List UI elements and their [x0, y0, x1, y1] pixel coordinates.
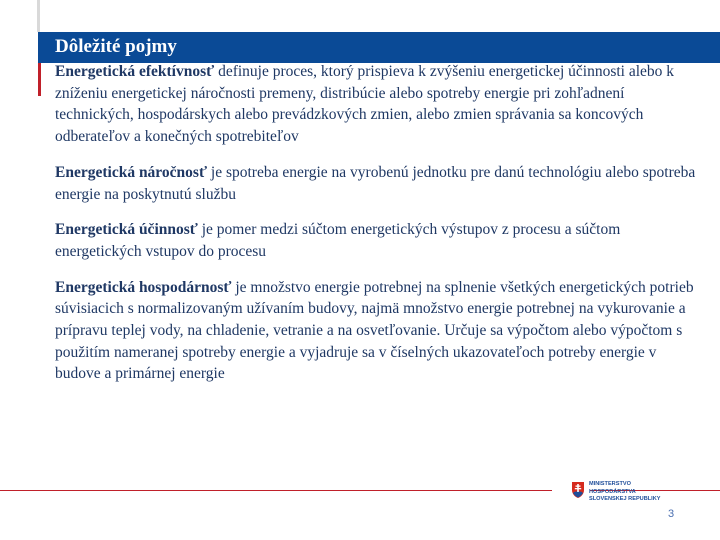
left-accent-gray: [37, 0, 40, 32]
paragraph: [55, 219, 705, 262]
term: Energetická hospodárnosť: [55, 278, 232, 296]
paragraph: [55, 61, 705, 148]
definition: definuje proces, ktorý prispieva k zvýšeniu energetickej účinnosti alebo k zníženiu energetickej náročnosti premeny, distribúcie alebo spotreby energie pri zohľadnení technických, hospodárskych alebo prevádzkových zmien, alebo zmien správania sa koncových odberateľov a konečných spotrebiteľov: [55, 63, 675, 146]
content: [55, 61, 705, 399]
page-number: 3: [668, 508, 675, 520]
paragraph: [55, 277, 705, 386]
footer-divider: [0, 490, 552, 491]
term: Energetická náročnosť: [55, 163, 208, 181]
coat-of-arms-icon: [571, 481, 585, 499]
ministry-logo: [571, 481, 661, 504]
term: Energetická efektívnosť: [55, 63, 215, 80]
logo-text: MINISTERSTVO: [589, 481, 631, 487]
title-bar: [38, 32, 720, 63]
term: Energetická účinnosť: [55, 221, 198, 239]
left-accent-red: [38, 63, 41, 96]
definition: je pomer medzi súčtom energetických výstupov z procesu a súčtom energetických vstupov do procesu: [55, 221, 621, 260]
definition: je množstvo energie potrebnej na splnenie všetkých energetických potrieb súvisiacich s normalizovaným užívaním budovy, najmä množstvo energie potrebnej na vykurovanie a prípravu teplej vody, na chladenie, vetranie a na osvetľovanie. Určuje sa výpočtom alebo výpočtom s použitím nameranej spotreby energie a vyjadruje sa v číselných ukazovateľoch potreby energie v budove a primárnej energie: [55, 278, 694, 383]
page-title: Dôležité pojmy: [55, 36, 177, 57]
logo-text: HOSPODÁRSTVA: [589, 488, 636, 495]
logo-text: SLOVENSKEJ REPUBLIKY: [589, 496, 661, 502]
definition: je spotreba energie na vyrobenú jednotku pre danú technológiu alebo spotreba energie na poskytnutú službu: [55, 163, 696, 203]
paragraph: [55, 162, 705, 205]
